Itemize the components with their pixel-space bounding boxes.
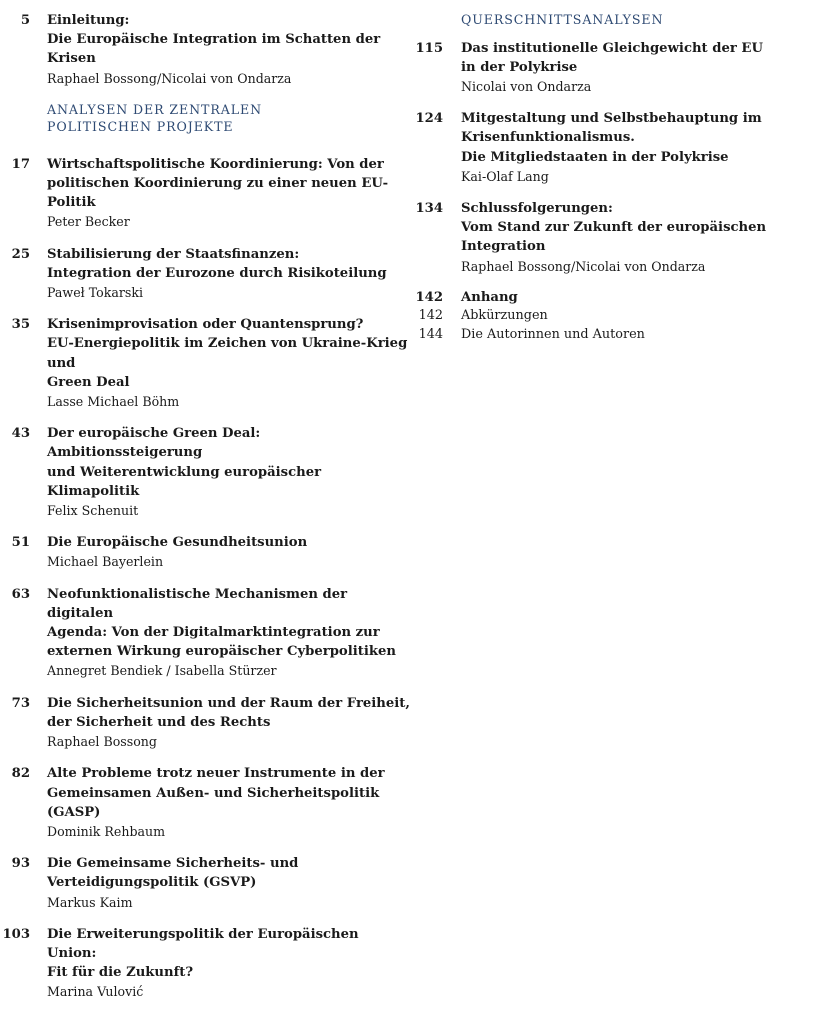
entry-title: Die Sicherheitsunion und der Raum der Freiheit, der Sicherheit und des Rechts (47, 695, 410, 730)
entry-authors: Michael Bayerlein (47, 554, 164, 570)
page-number: 144 (418, 326, 443, 342)
page-number: 73 (11, 695, 30, 711)
page-number: 17 (11, 156, 30, 172)
appendix-item-label: Abkürzungen (461, 308, 548, 324)
page-number: 5 (20, 13, 30, 28)
toc-appendix[interactable] (415, 289, 830, 345)
entry-title: Stabilisierung der Staatsfinanzen: Integration der Eurozone durch Risikoteilung (47, 246, 387, 281)
page-number: 63 (11, 586, 30, 602)
page-number: 51 (11, 535, 30, 551)
section-heading-analysen: ANALYSEN DER ZENTRALEN POLITISCHEN PROJEKTE (47, 101, 263, 135)
entry-title: Das institutionelle Gleichgewicht der EU in der Polykrise (461, 40, 763, 75)
entry-authors: Felix Schenuit (47, 503, 139, 519)
page-number: 82 (11, 766, 30, 782)
entry-authors: Raphael Bossong/Nicolai von Ondarza (47, 70, 292, 86)
entry-authors: Raphael Bossong (47, 734, 157, 750)
entry-authors: Nicolai von Ondarza (461, 78, 592, 94)
toc-entry[interactable] (0, 245, 410, 303)
entry-title: Neofunktionalistische Mechanismen der digitalen Agenda: Von der Digitalmarktintegration zur externen Wirkung europäischer Cyberpolitiken (47, 586, 396, 660)
page-number: 35 (11, 317, 30, 333)
entry-authors: Paweł Tokarski (47, 285, 144, 301)
entry-title: Die Erweiterungspolitik der Europäischen Union: Fit für die Zukunft? (47, 926, 359, 981)
toc-entry[interactable] (0, 155, 410, 232)
entry-title: Mitgestaltung und Selbstbehauptung im Krisenfunktionalismus. Die Mitgliedstaaten in der Polykrise (461, 111, 762, 165)
page-number: 124 (415, 111, 443, 127)
toc-entry-intro[interactable] (0, 11, 410, 88)
entry-authors: Raphael Bossong/Nicolai von Ondarza (461, 258, 706, 274)
entry-authors: Marina Vulović (47, 984, 144, 1000)
page-number: 142 (418, 308, 443, 324)
toc-entry[interactable] (0, 854, 410, 912)
toc-entry[interactable] (415, 199, 830, 276)
appendix-item[interactable] (415, 307, 830, 326)
entry-title: Alte Probleme trotz neuer Instrumente in der Gemeinsamen Außen- und Sicherheitspolitik (GASP) (47, 766, 385, 820)
page-number: 103 (2, 926, 30, 942)
page-number: 142 (415, 289, 443, 305)
page-number: 115 (415, 40, 443, 56)
toc-entry[interactable] (415, 109, 830, 186)
appendix-title: Anhang (461, 289, 518, 305)
entry-authors: Dominik Rehbaum (47, 823, 166, 839)
toc-entry[interactable] (0, 424, 410, 520)
toc-entry[interactable] (0, 925, 410, 1002)
entry-authors: Annegret Bendiek / Isabella Stürzer (47, 663, 277, 679)
toc-entry[interactable] (0, 694, 410, 752)
toc-right-column (415, 11, 830, 344)
toc-entry[interactable] (0, 585, 410, 681)
entry-title: Schlussfolgerungen: Vom Stand zur Zukunft der europäischen Integration (461, 200, 767, 255)
entry-title: Der europäische Green Deal: Ambitionssteigerung und Weiterentwicklung europäischer Klimapolitik (47, 426, 322, 499)
page-number: 93 (11, 856, 30, 872)
section-heading-querschnitt: QUERSCHNITTSANALYSEN (461, 12, 664, 27)
entry-title: Krisenimprovisation oder Quantensprung? EU-Energiepolitik im Zeichen von Ukraine-Krieg und Green Deal (47, 317, 408, 390)
entry-title: Einleitung: Die Europäische Integration im Schatten der Krisen (47, 13, 381, 67)
toc-left-column (0, 11, 410, 1015)
entry-title: Die Europäische Gesundheitsunion (47, 535, 308, 551)
entry-title: Wirtschaftspolitische Koordinierung: Von der politischen Koordinierung zu einer neuen EU-Politik (47, 156, 389, 211)
toc-entry[interactable] (0, 764, 410, 841)
toc-entry[interactable] (0, 315, 410, 411)
appendix-item[interactable] (415, 326, 830, 345)
appendix-item-label: Die Autorinnen und Autoren (461, 326, 645, 342)
page-number: 134 (415, 200, 443, 216)
page-number: 43 (11, 426, 30, 442)
entry-authors: Markus Kaim (47, 894, 133, 910)
entry-authors: Peter Becker (47, 214, 130, 230)
entry-authors: Kai-Olaf Lang (461, 168, 549, 184)
page-number: 25 (11, 246, 30, 262)
toc-entry[interactable] (415, 39, 830, 97)
entry-title: Die Gemeinsame Sicherheits- und Verteidigungspolitik (GSVP) (47, 856, 299, 891)
entry-authors: Lasse Michael Böhm (47, 394, 180, 410)
toc-entry[interactable] (0, 533, 410, 571)
